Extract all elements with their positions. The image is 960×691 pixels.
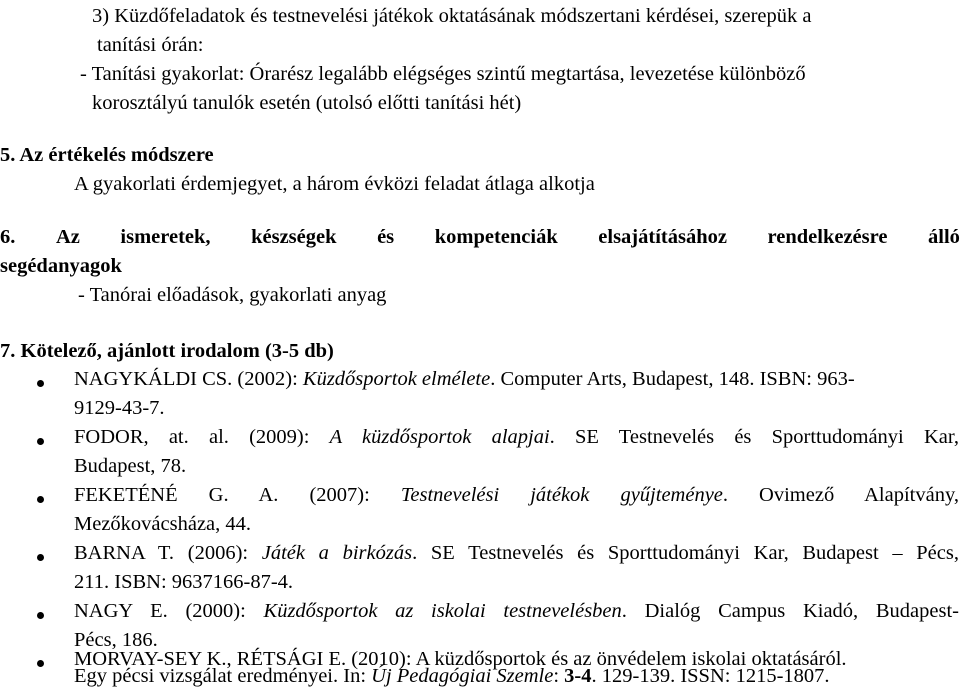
ref-text: . 129-139. ISSN: 1215-1807.: [591, 665, 830, 687]
reference-item-1-line1: [74, 365, 855, 394]
ref-text: NAGY E. (2000):: [74, 600, 264, 622]
heading-word: 6.: [0, 226, 16, 248]
section5-heading: 5. Az értékelés módszere: [0, 144, 214, 166]
section3-line2: tanítási órán:: [97, 34, 204, 56]
reference-item-6-line1: MORVAY-SEY K., RÉTSÁGI E. (2010): A küzdősportok és az önvédelem iskolai oktatásáról.: [74, 648, 847, 670]
reference-item-5-line2: Pécs, 186.: [74, 629, 158, 651]
reference-item-1-line2: 9129-43-7.: [74, 397, 165, 419]
reference-item-4-line1: [74, 539, 959, 568]
bullet-icon: [37, 554, 44, 561]
reference-item-4-line2: 211. ISBN: 9637166-87-4.: [74, 571, 294, 593]
ref-text: . SE Testnevelés és Sporttudományi Kar,: [549, 426, 959, 448]
section3-line3: - Tanítási gyakorlat: Órarész legalább elégséges szintű megtartása, levezetése különböző: [80, 63, 806, 85]
ref-text: Egy pécsi vizsgálat eredményei. In:: [74, 665, 372, 687]
ref-text: BARNA T. (2006):: [74, 542, 262, 564]
ref-title: Testnevelési játékok gyűjteménye: [400, 484, 723, 506]
bullet-icon: [37, 496, 44, 503]
heading-word: álló: [928, 226, 960, 248]
heading-word: ismeretek,: [120, 226, 211, 248]
section3-line4: korosztályú tanulók esetén (utolsó előtti tanítási hét): [92, 92, 522, 114]
section6-heading-line1: [0, 223, 960, 252]
ref-title: Játék a birkózás: [261, 542, 413, 564]
ref-text: FODOR, at. al. (2009):: [74, 426, 330, 448]
ref-text: . Computer Arts, Budapest, 148. ISBN: 963-: [490, 368, 855, 390]
ref-title: Küzdősportok az iskolai testnevelésben: [263, 600, 622, 622]
ref-text: FEKETÉNÉ G. A. (2007):: [74, 484, 401, 506]
bullet-icon: [37, 660, 44, 667]
heading-word: elsajátításához: [598, 226, 727, 248]
ref-text: :: [553, 665, 565, 687]
ref-text: . Ovimező Alapítvány,: [722, 484, 959, 506]
ref-text: . Dialóg Campus Kiadó, Budapest-: [621, 600, 959, 622]
heading-word: és: [377, 226, 395, 248]
ref-title: A küzdősportok alapjai: [329, 426, 550, 448]
section5-text: A gyakorlati érdemjegyet, a három évközi feladat átlaga alkotja: [74, 173, 595, 195]
bullet-icon: [37, 438, 44, 445]
reference-item-6-line2: [74, 662, 830, 691]
section6-text: - Tanórai előadások, gyakorlati anyag: [78, 284, 387, 306]
ref-text: . SE Testnevelés és Sporttudományi Kar, Budapest – Pécs,: [412, 542, 959, 564]
section3-line1: 3) Küzdőfeladatok és testnevelési játékok oktatásának módszertani kérdései, szerepük a: [92, 5, 812, 27]
heading-word: készségek: [251, 226, 337, 248]
reference-item-2-line2: Budapest, 78.: [74, 455, 187, 477]
reference-item-5-line1: [74, 597, 959, 626]
ref-issue: 3-4: [564, 665, 592, 687]
heading-word: kompetenciák: [434, 226, 558, 248]
reference-item-3-line2: Mezőkovácsháza, 44.: [74, 513, 252, 535]
heading-word: rendelkezésre: [767, 226, 888, 248]
reference-item-2-line1: [74, 423, 959, 452]
ref-journal: Új Pedagógiai Szemle: [371, 665, 554, 687]
ref-text: NAGYKÁLDI CS. (2002):: [74, 368, 303, 390]
bullet-icon: [37, 612, 44, 619]
ref-title: Küzdősportok elmélete: [302, 368, 491, 390]
section7-heading: 7. Kötelező, ajánlott irodalom (3-5 db): [0, 340, 334, 362]
section6-heading-line2: segédanyagok: [0, 255, 122, 277]
bullet-icon: [37, 380, 44, 387]
reference-item-3-line1: [74, 481, 959, 510]
heading-word: Az: [55, 226, 80, 248]
